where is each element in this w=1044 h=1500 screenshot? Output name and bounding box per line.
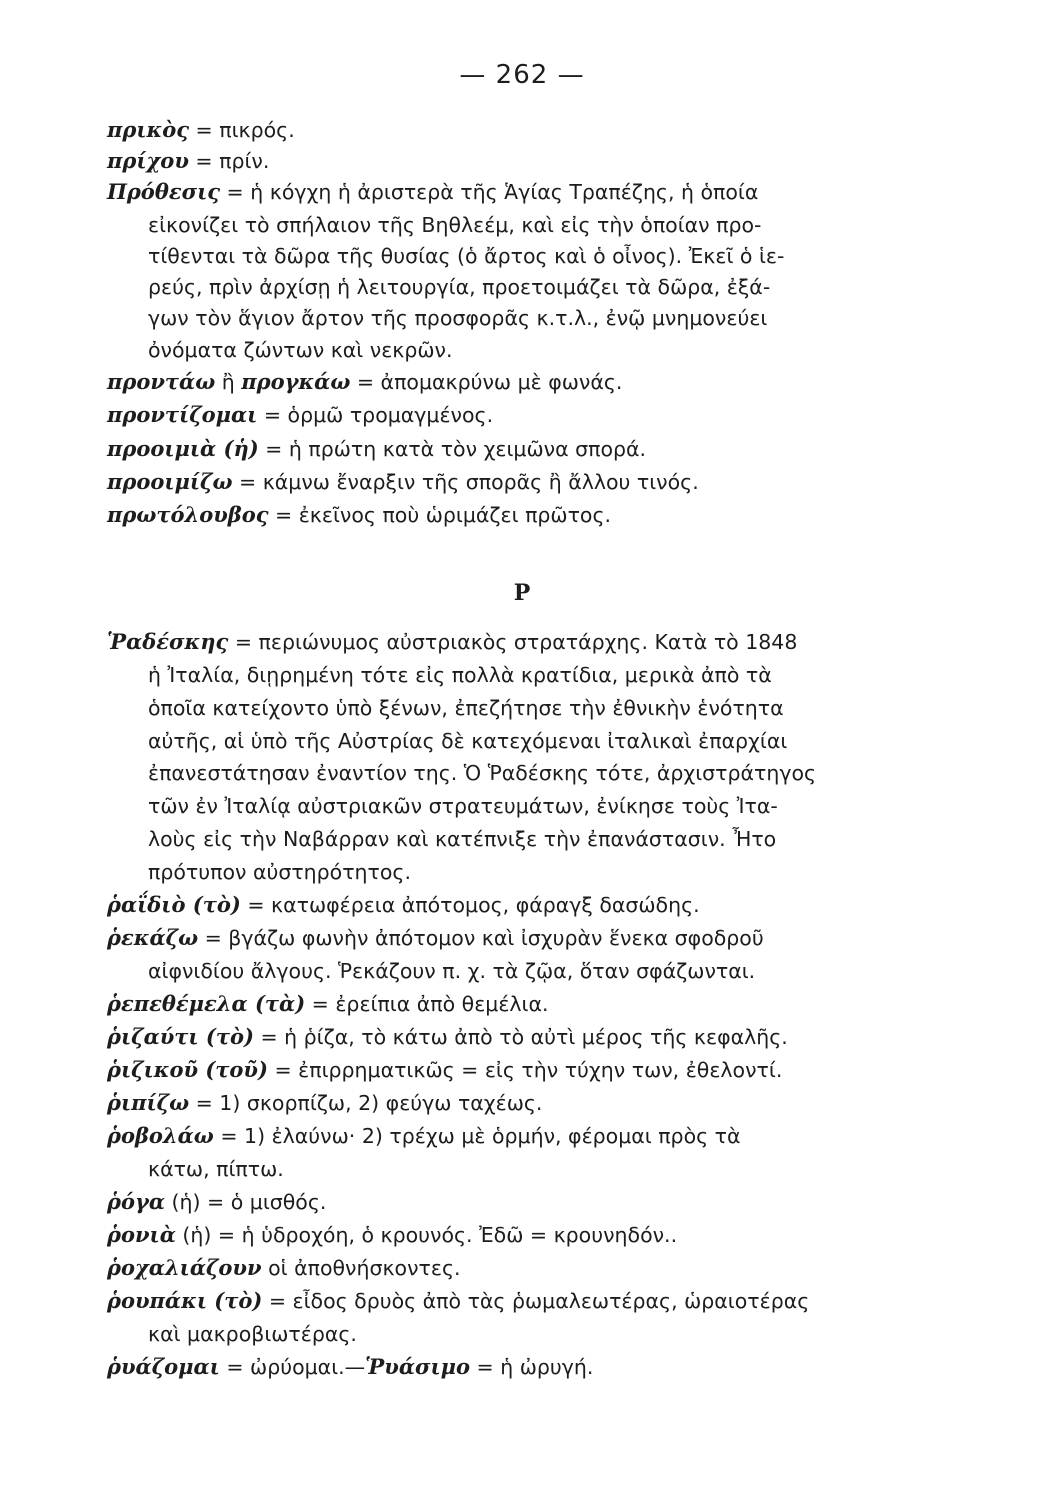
entry-rekazo xyxy=(107,924,764,952)
headword: ῥιζαύτι (τὸ) xyxy=(107,1024,254,1049)
entry-roupaki xyxy=(107,1287,809,1315)
entry-prontizomai xyxy=(107,401,493,429)
headword: ῥόγα xyxy=(107,1189,165,1214)
headword: ῥιπίζω xyxy=(107,1090,190,1115)
entry-repethemela xyxy=(107,990,549,1018)
definition: = ἐκεῖνος ποὺ ὡριμάζει πρῶτος. xyxy=(268,503,612,527)
headword: προντίζομαι xyxy=(107,402,258,427)
definition: = πρίν. xyxy=(188,149,270,173)
continuation-line: τίθενται τὰ δῶρα τῆς θυσίας (ὁ ἄρτος καὶ ὁ οἶνος). Ἐκεῖ ὁ ἱε- xyxy=(148,244,785,268)
headword: Πρόθεσις xyxy=(107,179,221,204)
definition: = ἡ κόγχη ἡ ἀριστερὰ τῆς Ἁγίας Τραπέζης, ἡ ὁποία xyxy=(220,180,759,204)
definition: οἱ ἀποθνήσκοντες. xyxy=(261,1256,461,1280)
definition: = πικρός. xyxy=(189,118,295,142)
definition: = ἡ ὠρυγή. xyxy=(470,1355,594,1379)
entry-roga xyxy=(107,1188,326,1216)
headword: προοιμιὰ (ἡ) xyxy=(107,436,259,461)
headword: ῥεκάζω xyxy=(107,925,199,950)
entry-rochaliazoun xyxy=(107,1254,461,1282)
entry-prooimia xyxy=(107,435,646,463)
definition: = ἡ ῥίζα, τὸ κάτω ἀπὸ τὸ αὐτὶ μέρος τῆς κεφαλῆς. xyxy=(253,1025,788,1049)
headword-variant: προγκάω xyxy=(241,369,351,394)
entry-prooimizo xyxy=(107,468,699,496)
continuation-line: ὁποῖα κατείχοντο ὑπὸ ξένων, ἐπεζήτησε τὴν ἐθνικὴν ἑνότητα xyxy=(148,696,784,720)
headword: ῥουπάκι (τὸ) xyxy=(107,1288,263,1313)
headword: ῥοβολάω xyxy=(107,1123,214,1148)
definition: = κατωφέρεια ἀπότομος, φάραγξ δασώδης. xyxy=(240,893,700,917)
headword: προοιμίζω xyxy=(107,469,233,494)
definition: = 1) σκορπίζω, 2) φεύγω ταχέως. xyxy=(189,1091,543,1115)
continuation-line: αὐτῆς, αἱ ὑπὸ τῆς Αὐστρίας δὲ κατεχόμεναι ἰταλικαὶ ἐπαρχίαι xyxy=(148,729,788,753)
continuation-line: εἰκονίζει τὸ σπήλαιον τῆς Βηθλεέμ, καὶ εἰς τὴν ὁποίαν προ- xyxy=(148,213,762,237)
article: (ἡ) xyxy=(165,1190,201,1214)
entry-prontao xyxy=(107,368,622,396)
page-number: — 262 — xyxy=(459,60,585,90)
definition: = ἡ ὑδροχόη, ὁ κρουνός. Ἐδῶ = κρουνηδόν.. xyxy=(211,1223,678,1247)
continuation-line: ρεύς, πρὶν ἀρχίσῃ ἡ λειτουργία, προετοιμάζει τὰ δῶρα, ἐξά- xyxy=(148,275,771,299)
connector: ἢ xyxy=(215,370,242,394)
headword-variant: Ῥυάσιμο xyxy=(365,1354,471,1379)
headword: ῥονιὰ xyxy=(107,1222,176,1247)
headword: πρικὸς xyxy=(107,117,190,142)
section-letter-rho: Ρ xyxy=(513,580,531,606)
entry-prothesis xyxy=(107,178,758,206)
continuation-line: πρότυπον αὐστηρότητος. xyxy=(148,860,411,884)
definition: = ἀπομακρύνω μὲ φωνάς. xyxy=(350,370,623,394)
definition: = εἶδος δρυὸς ἀπὸ τὰς ῥωμαλεωτέρας, ὡραιοτέρας xyxy=(262,1289,810,1313)
headword: πρίχου xyxy=(107,148,189,173)
continuation-line: αἰφνιδίου ἄλγους. Ῥεκάζουν π. χ. τὰ ζῷα, ὅταν σφάζωνται. xyxy=(148,959,756,983)
headword: ῥοχαλιάζουν xyxy=(107,1255,262,1280)
definition: = βγάζω φωνὴν ἀπότομον καὶ ἰσχυρὰν ἕνεκα σφοδροῦ xyxy=(198,926,764,950)
continuation-line: ὀνόματα ζώντων καὶ νεκρῶν. xyxy=(148,338,453,362)
continuation-line: καὶ μακροβιωτέρας. xyxy=(148,1322,357,1346)
entry-rovolao xyxy=(107,1122,741,1150)
headword: προντάω xyxy=(107,369,216,394)
definition: = ὠρύομαι.— xyxy=(219,1355,366,1379)
headword: Ῥαδέσκης xyxy=(107,629,229,654)
definition: = 1) ἐλαύνω· 2) τρέχω μὲ ὁρμήν, φέρομαι πρὸς τὰ xyxy=(213,1124,741,1148)
headword: ῥεπεθέμελα (τὰ) xyxy=(107,991,306,1016)
continuation-line: κάτω, πίπτω. xyxy=(148,1157,284,1181)
entry-rizikou xyxy=(107,1056,782,1084)
headword: ῥαΐδιὸ (τὸ) xyxy=(107,892,241,917)
headword: ῥυάζομαι xyxy=(107,1354,220,1379)
continuation-line: ἡ Ἰταλία, διῃρημένη τότε εἰς πολλὰ κρατίδια, μερικὰ ἀπὸ τὰ xyxy=(148,663,772,687)
definition: = ἡ πρώτη κατὰ τὸν χειμῶνα σπορά. xyxy=(258,437,647,461)
continuation-line: γων τὸν ἅγιον ἄρτον τῆς προσφορᾶς κ.τ.λ., ἐνῷ μνημονεύει xyxy=(148,306,768,330)
entry-radeskis xyxy=(107,628,797,656)
entry-ripizo xyxy=(107,1089,542,1117)
continuation-line: λοὺς εἰς τὴν Ναβάρραν καὶ κατέπνιξε τὴν ἐπανάστασιν. Ἦτο xyxy=(148,827,777,851)
entry-ryazomai xyxy=(107,1353,593,1381)
entry-prichou xyxy=(107,147,269,175)
definition: = περιώνυμος αὐστριακὸς στρατάρχης. Κατὰ τὸ 1848 xyxy=(228,630,798,654)
definition: = κάμνω ἔναρξιν τῆς σπορᾶς ἢ ἄλλου τινός. xyxy=(232,470,699,494)
headword: πρωτόλουβος xyxy=(107,502,269,527)
article: (ἡ) xyxy=(175,1223,212,1247)
continuation-line: ἐπανεστάτησαν ἐναντίον της. Ὁ Ῥαδέσκης τότε, ἀρχιστράτηγος xyxy=(148,761,817,785)
entry-protolouvos xyxy=(107,501,611,529)
definition: = ἐρείπια ἀπὸ θεμέλια. xyxy=(305,992,549,1016)
definition: = ὁρμῶ τρομαγμένος. xyxy=(257,403,494,427)
entry-raidido xyxy=(107,891,700,919)
entry-prikos xyxy=(107,116,295,144)
entry-ronia xyxy=(107,1221,677,1249)
entry-rizafti xyxy=(107,1023,788,1051)
headword: ῥιζικοῦ (τοῦ) xyxy=(107,1057,268,1082)
definition: = ἐπιρρηματικῶς = εἰς τὴν τύχην των, ἐθελοντί. xyxy=(267,1058,783,1082)
continuation-line: τῶν ἐν Ἰταλίᾳ αὐστριακῶν στρατευμάτων, ἐνίκησε τοὺς Ἰτα- xyxy=(148,794,778,818)
definition: = ὁ μισθός. xyxy=(200,1190,327,1214)
